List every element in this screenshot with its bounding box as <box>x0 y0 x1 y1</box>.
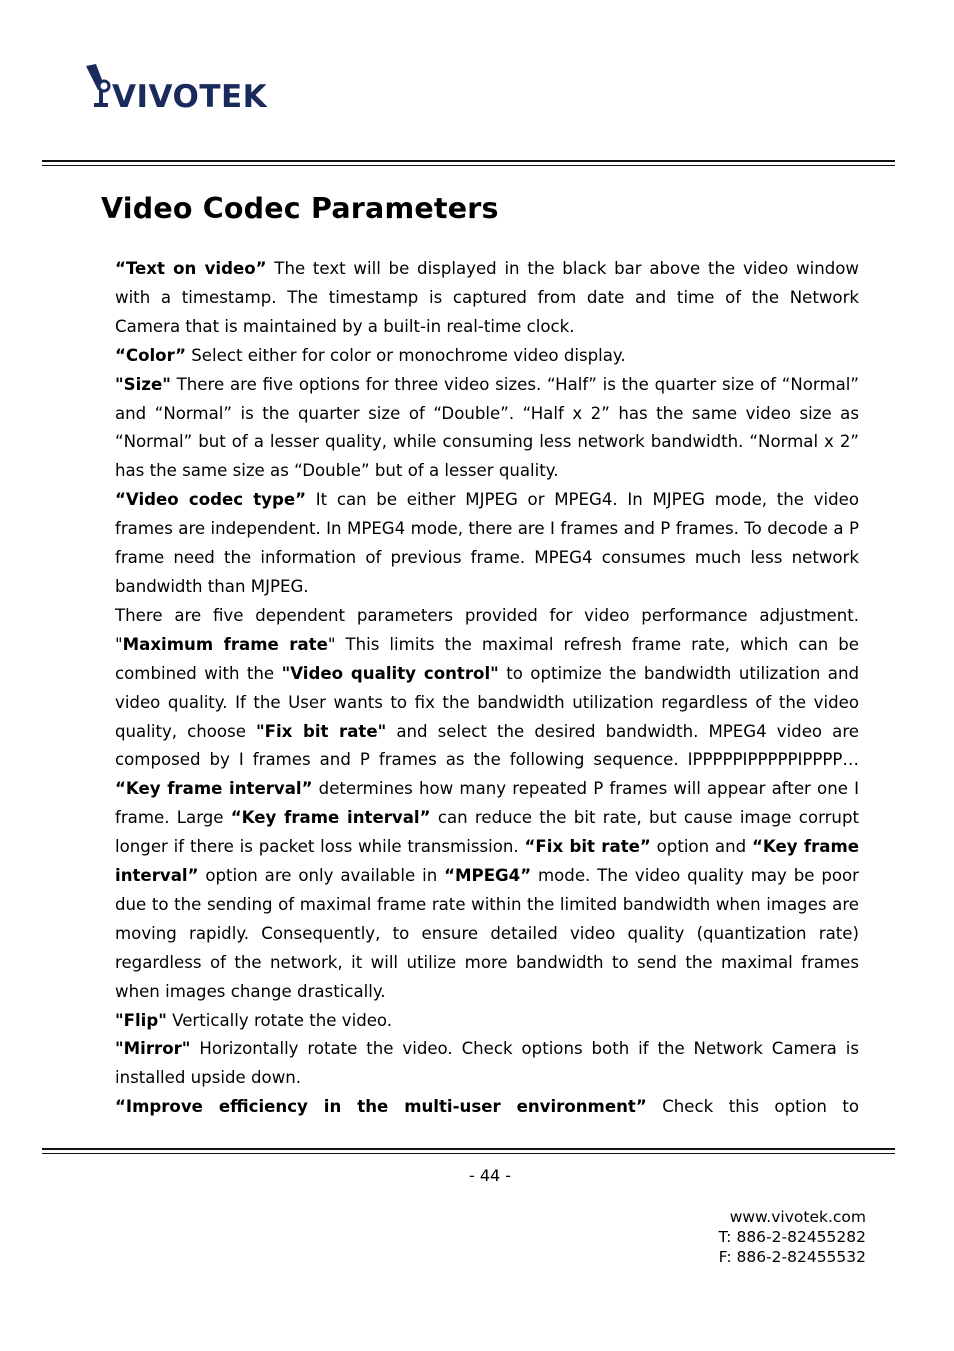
body-text <box>115 255 859 1122</box>
text-run: option are only available in <box>198 866 445 886</box>
bold-term: "Mirror" <box>115 1039 191 1059</box>
bold-term: “Text on video” <box>115 259 267 278</box>
text-run: and select the desired bandwidth. MPEG4 video are composed by I frames and P frames as the following sequence. IPPPPPIPPPPPIPPPP… <box>115 721 859 770</box>
text-run: Horizontally rotate the video. Check options both if the Network Camera is installed upside down. <box>115 1039 859 1088</box>
paragraph <box>115 1093 859 1122</box>
paragraph <box>115 255 859 342</box>
page-number: - 44 - <box>468 1166 512 1185</box>
text-run: can reduce the bit rate, but cause image corrupt longer if there is packet loss while transmission. <box>115 808 859 857</box>
text-run: There are five options for three video sizes. “Half” is the quarter size of “Normal” and “Normal” is the quarter size of “Double”. “Half x 2” has the same video size as “Normal” but of a lesser quality, while consuming less network bandwidth. “Normal x 2” has the same size as “Double” but of a lesser quality. <box>115 374 859 481</box>
bold-term: “Key frame interval” <box>115 779 313 799</box>
paragraph <box>115 371 859 487</box>
header-rule <box>42 160 895 166</box>
bold-term: “MPEG4” <box>444 866 532 886</box>
text-run: mode. The video quality may be poor due to the sending of maximal frame rate within the limited bandwidth when images are moving rapidly. Consequently, to ensure detailed video quality (quantization rate) regardless of the network, it will utilize more bandwidth to send the maximal frames when images change drastically. <box>115 866 859 1001</box>
text-run: determines how many repeated P frames will appear after one I frame. Large <box>115 779 859 828</box>
website-link[interactable]: www.vivotek.com <box>729 1208 866 1226</box>
paragraph <box>115 1007 859 1036</box>
footer-rule <box>42 1148 895 1154</box>
contact-info <box>719 1207 866 1267</box>
bold-term: “Key frame interval” <box>115 837 860 886</box>
bold-term: “Color” <box>115 345 186 365</box>
paragraph <box>115 342 859 371</box>
bold-term: "Size" <box>115 374 171 394</box>
text-run: The text will be displayed in the black bar above the video window with a timestamp. The timestamp is captured from date and time of the Network Camera that is maintained by a built-in real-time clock. <box>115 259 859 336</box>
logo-wordmark: VIVOTEK <box>112 79 268 115</box>
paragraph <box>115 1035 859 1093</box>
vivotek-logo <box>84 60 294 116</box>
text-run: Select either for color or monochrome video display. <box>185 345 626 365</box>
bold-term: Maximum frame rate <box>122 634 328 654</box>
page-title: Video Codec Parameters <box>101 192 499 225</box>
bold-term: "Flip" <box>115 1010 167 1030</box>
text-run: Check this option to <box>646 1097 859 1117</box>
bold-term: “Video codec type” <box>115 490 307 510</box>
phone-number: T: 886-2-82455282 <box>718 1228 866 1246</box>
bold-term: "Fix bit rate" <box>256 721 387 741</box>
bold-term: “Key frame interval” <box>230 808 431 828</box>
text-run: option and <box>650 837 752 857</box>
bold-term: “Fix bit rate” <box>524 837 651 857</box>
text-run: It can be either MJPEG or MPEG4. In MJPEG mode, the video frames are independent. In MPEG4 mode, there are I frames and P frames. To decode a P frame need the information of previous frame. MPEG4 consumes much less network bandwidth than MJPEG. <box>115 490 859 596</box>
text-run: There are five dependent parameters provided for video performance adjustment. " <box>115 605 859 654</box>
bold-term: “Improve efficiency in the multi-user environment” <box>115 1097 647 1117</box>
text-run: to optimize the bandwidth utilization and video quality. If the User wants to fix the bandwidth utilization regardless of the video quality, choose <box>115 663 859 741</box>
text-run: Vertically rotate the video. <box>166 1010 393 1030</box>
fax-number: F: 886-2-82455532 <box>718 1248 866 1266</box>
paragraph <box>115 602 859 1007</box>
text-run: " This limits the maximal refresh frame rate, which can be combined with the <box>115 634 859 683</box>
paragraph <box>115 486 859 602</box>
bold-term: "Video quality control" <box>281 663 499 683</box>
